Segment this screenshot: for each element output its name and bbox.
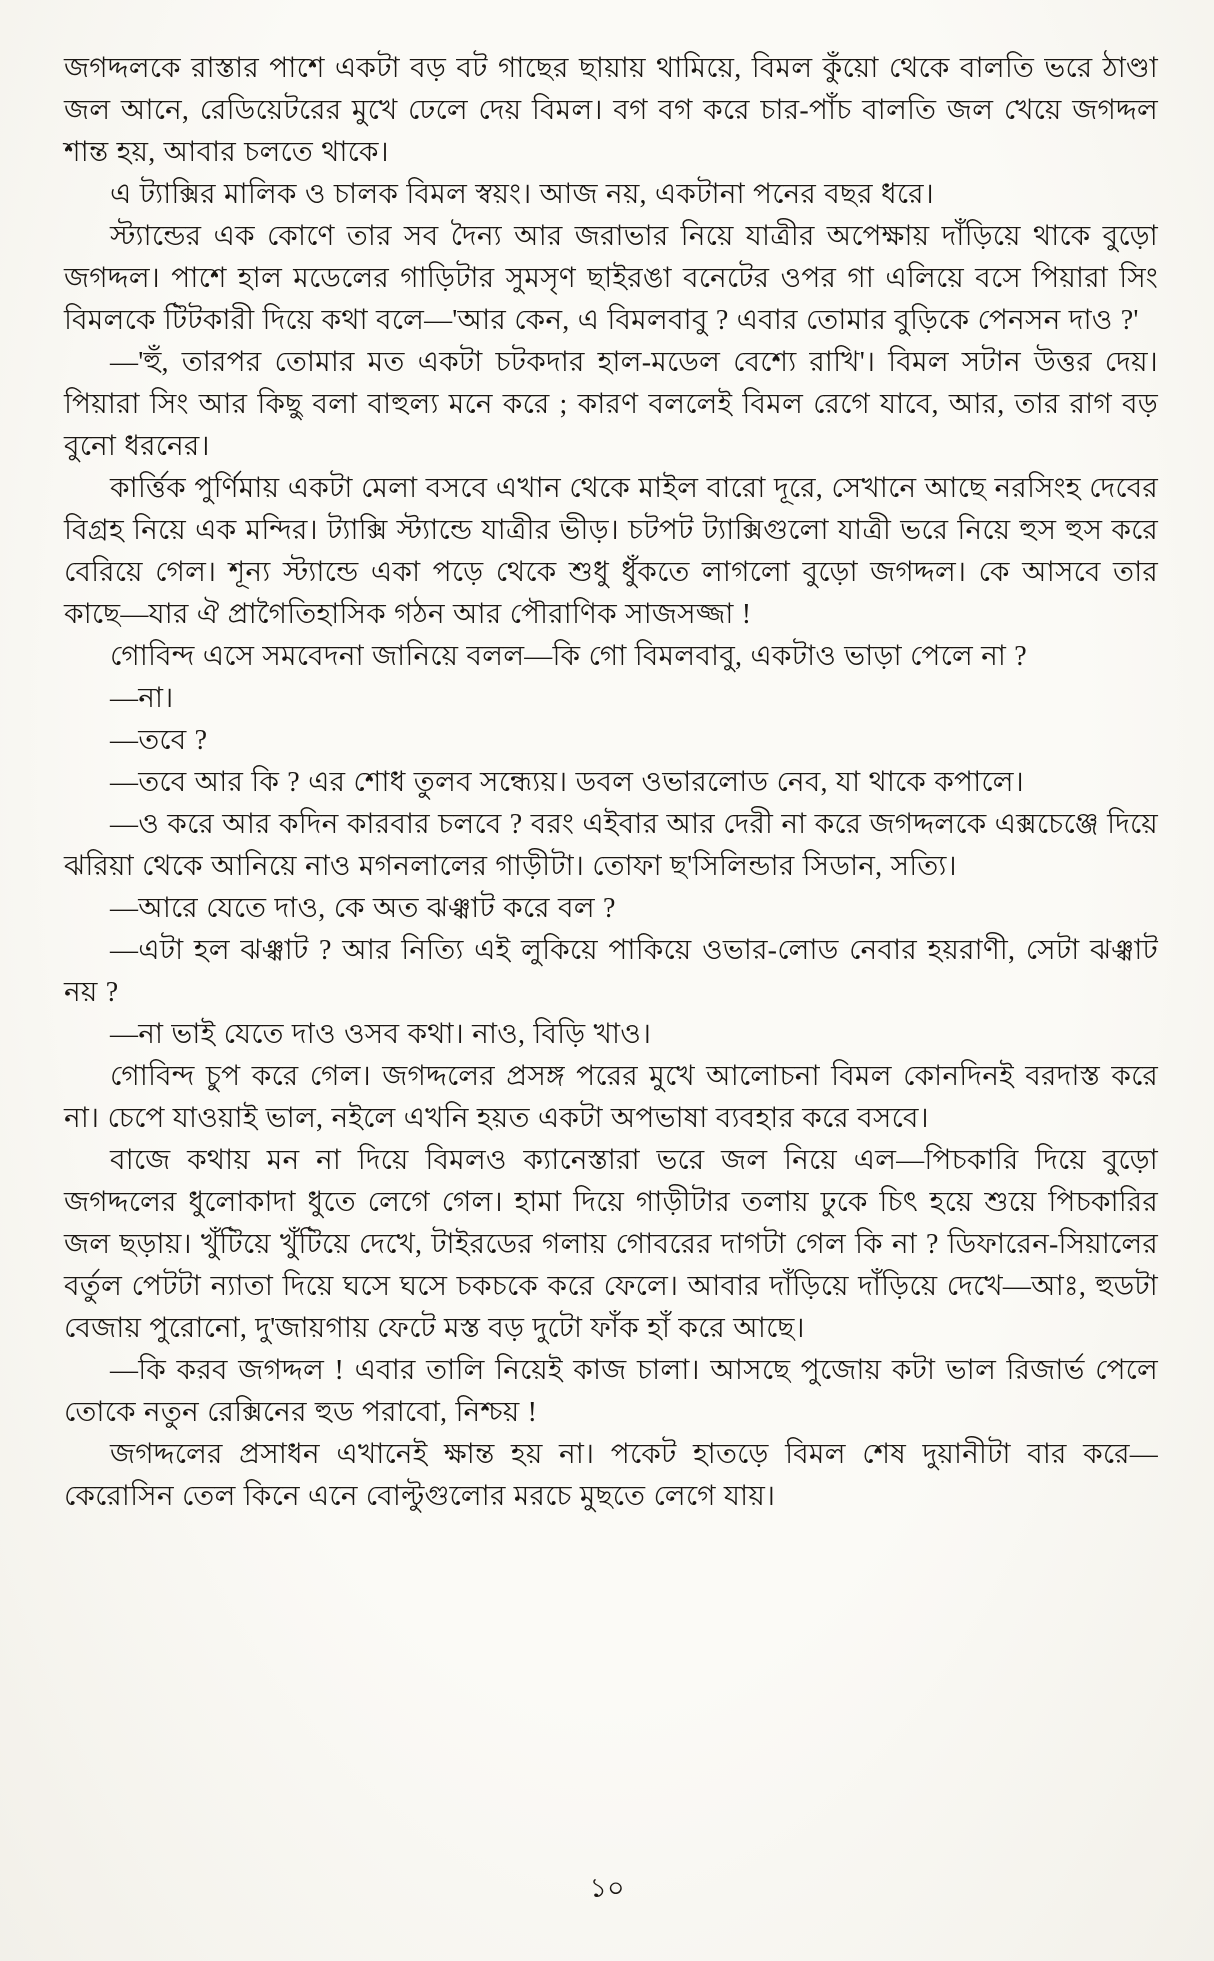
paragraph: —আরে যেতে দাও, কে অত ঝঞ্ঝাট করে বল ? [110, 893, 616, 924]
paragraph: জগদ্দলকে রাস্তার পাশে একটা বড় বট গাছের ছায়ায় থামিয়ে, বিমল কুঁয়ো থেকে বালতি ভরে ঠাণ্ডা জল আনে, রেডিয়েটরের মুখে ঢেলে দেয় বিমল। বগ বগ করে চার-পাঁচ বালতি জল খেয়ে জগদ্দল শান্ত হয়, আবার চলতে থাকে। [64, 53, 1158, 168]
paragraph: —কি করব জগদ্দল ! এবার তালি নিয়েই কাজ চালা। আসছে পুজোয় কটা ভাল রিজার্ভ পেলে তোকে নতুন রেক্সিনের হুড পরাবো, নিশ্চয় ! [64, 1355, 1158, 1428]
paragraph: —এটা হল ঝঞ্ঝাট ? আর নিত্যি এই লুকিয়ে পাকিয়ে ওভার-লোড নেবার হয়রাণী, সেটা ঝঞ্ঝাট নয় ? [64, 935, 1158, 1008]
paragraph: জগদ্দলের প্রসাধন এখানেই ক্ষান্ত হয় না। পকেট হাতড়ে বিমল শেষ দুয়ানীটা বার করে—কেরোসিন তেল কিনে এনে বোল্টুগুলোর মরচে মুছতে লেগে যায়। [64, 1439, 1158, 1512]
page-text-block [64, 48, 1158, 1518]
page-number: ১০ [589, 1873, 625, 1903]
paragraph: —'হুঁ, তারপর তোমার মত একটা চটকদার হাল-মডেল বেশ্যে রাখি'। বিমল সটান উত্তর দেয়। পিয়ারা সিং আর কিছু বলা বাহুল্য মনে করে ; কারণ বললেই বিমল রেগে যাবে, আর, তার রাগ বড় বুনো ধরনের। [64, 347, 1158, 462]
paragraph: স্ট্যান্ডের এক কোণে তার সব দৈন্য আর জরাভার নিয়ে যাত্রীর অপেক্ষায় দাঁড়িয়ে থাকে বুড়ো জগদ্দল। পাশে হাল মডেলের গাড়িটার সুমসৃণ ছাইরঙা বনেটের ওপর গা এলিয়ে বসে পিয়ারা সিং বিমলকে টিটকারী দিয়ে কথা বলে—'আর কেন, এ বিমলবাবু ? এবার তোমার বুড়িকে পেনসন দাও ?' [64, 221, 1158, 336]
paragraph: —না ভাই যেতে দাও ওসব কথা। নাও, বিড়ি খাও। [110, 1019, 652, 1050]
paragraph: —না। [110, 683, 174, 714]
paragraph: —ও করে আর কদিন কারবার চলবে ? বরং এইবার আর দেরী না করে জগদ্দলকে এক্সচেঞ্জে দিয়ে ঝরিয়া থেকে আনিয়ে নাও মগনলালের গাড়ীটা। তোফা ছ'সিলিন্ডার সিডান, সত্যি। [64, 809, 1158, 882]
paragraph: এ ট্যাক্সির মালিক ও চালক বিমল স্বয়ং। আজ নয়, একটানা পনের বছর ধরে। [110, 179, 934, 210]
paragraph: গোবিন্দ এসে সমবেদনা জানিয়ে বলল—কি গো বিমলবাবু, একটাও ভাড়া পেলে না ? [110, 641, 1027, 672]
paragraph: বাজে কথায় মন না দিয়ে বিমলও ক্যানেস্তারা ভরে জল নিয়ে এল—পিচকারি দিয়ে বুড়ো জগদ্দলের ধুলোকাদা ধুতে লেগে গেল। হামা দিয়ে গাড়ীটার তলায় ঢুকে চিৎ হয়ে শুয়ে পিচকারির জল ছড়ায়। খুঁটিয়ে খুঁটিয়ে দেখে, টাইরডের গলায় গোবরের দাগটা গেল কি না ? ডিফারেন-সিয়ালের বর্তুল পেটটা ন্যাতা দিয়ে ঘসে ঘসে চকচকে করে ফেলে। আবার দাঁড়িয়ে দাঁড়িয়ে দেখে—আঃ, হুডটা বেজায় পুরোনো, দু'জায়গায় ফেটে মস্ত বড় দুটো ফাঁক হাঁ করে আছে। [64, 1145, 1158, 1344]
paragraph: গোবিন্দ চুপ করে গেল। জগদ্দলের প্রসঙ্গ পরের মুখে আলোচনা বিমল কোনদিনই বরদাস্ত করে না। চেপে যাওয়াই ভাল, নইলে এখনি হয়ত একটা অপভাষা ব্যবহার করে বসবে। [64, 1061, 1158, 1134]
paragraph: —তবে ? [110, 725, 208, 756]
paragraph: কার্ত্তিক পুর্ণিমায় একটা মেলা বসবে এখান থেকে মাইল বারো দূরে, সেখানে আছে নরসিংহ দেবের বিগ্রহ নিয়ে এক মন্দির। ট্যাক্সি স্ট্যান্ডে যাত্রীর ভীড়। চটপট ট্যাক্সিগুলো যাত্রী ভরে নিয়ে হুস হুস করে বেরিয়ে গেল। শূন্য স্ট্যান্ডে একা পড়ে থেকে শুধু ধুঁকতে লাগলো বুড়ো জগদ্দল। কে আসবে তার কাছে—যার ঐ প্রাগৈতিহাসিক গঠন আর পৌরাণিক সাজসজ্জা ! [64, 473, 1158, 630]
paragraph: —তবে আর কি ? এর শোধ তুলব সন্ধ্যেয়। ডবল ওভারলোড নেব, যা থাকে কপালে। [110, 767, 1024, 798]
